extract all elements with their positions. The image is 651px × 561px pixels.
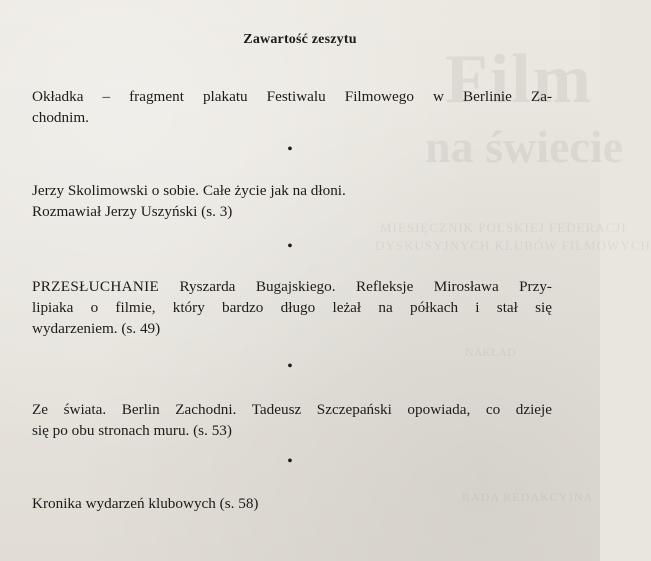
entry-line: [32, 276, 552, 297]
entry-line: lipiaka o filmie, który bardzo długo leżał na półkach i stał się: [32, 299, 552, 316]
separator-bullet: •: [287, 142, 293, 157]
contents-entry-cover: [32, 86, 552, 128]
separator-bullet: •: [287, 454, 293, 469]
entry-line: Kronika wydarzeń klubowych (s. 58): [32, 495, 259, 512]
entry-line: Jerzy Skolimowski o sobie. Całe życie jak na dłoni.: [32, 182, 346, 199]
entry-line-text: Ryszarda Bugajskiego. Refleksje Mirosława Przy-: [159, 278, 552, 295]
contents-entry-kronika: [32, 493, 552, 514]
entry-line: Okładka – fragment plakatu Festiwalu Filmowego w Berlinie Za-: [32, 88, 552, 105]
show-through-decoration: RADA REDAKCYJNA: [462, 490, 594, 504]
entry-line: wydarzeniem. (s. 49): [32, 320, 161, 337]
show-through-decoration: DYSKUSYJNYCH KLUBÓW FILMOWYCH: [375, 238, 651, 253]
contents-entry-berlin: [32, 399, 552, 441]
entry-line: Ze świata. Berlin Zachodni. Tadeusz Szczepański opowiada, co dzieje: [32, 401, 552, 418]
film-title: PRZESŁUCHANIE: [32, 278, 160, 295]
entry-line: Rozmawiał Jerzy Uszyński (s. 3): [32, 203, 233, 220]
separator-bullet: •: [287, 359, 293, 374]
show-through-decoration: Film: [445, 41, 593, 118]
show-through-decoration: NAKŁAD: [465, 345, 516, 359]
separator-bullet: •: [287, 239, 293, 254]
contents-entry-skolimowski: [32, 180, 552, 222]
contents-heading: Zawartość zeszytu: [243, 32, 357, 47]
entry-line: chodnim.: [32, 109, 89, 126]
entry-line: się po obu stronach muru. (s. 53): [32, 422, 232, 439]
contents-entry-przesluchanie: [32, 276, 552, 339]
show-through-decoration: MIESIĘCZNIK POLSKIEJ FEDERACJI: [380, 220, 627, 235]
show-through-decoration: na świecie: [425, 121, 624, 172]
